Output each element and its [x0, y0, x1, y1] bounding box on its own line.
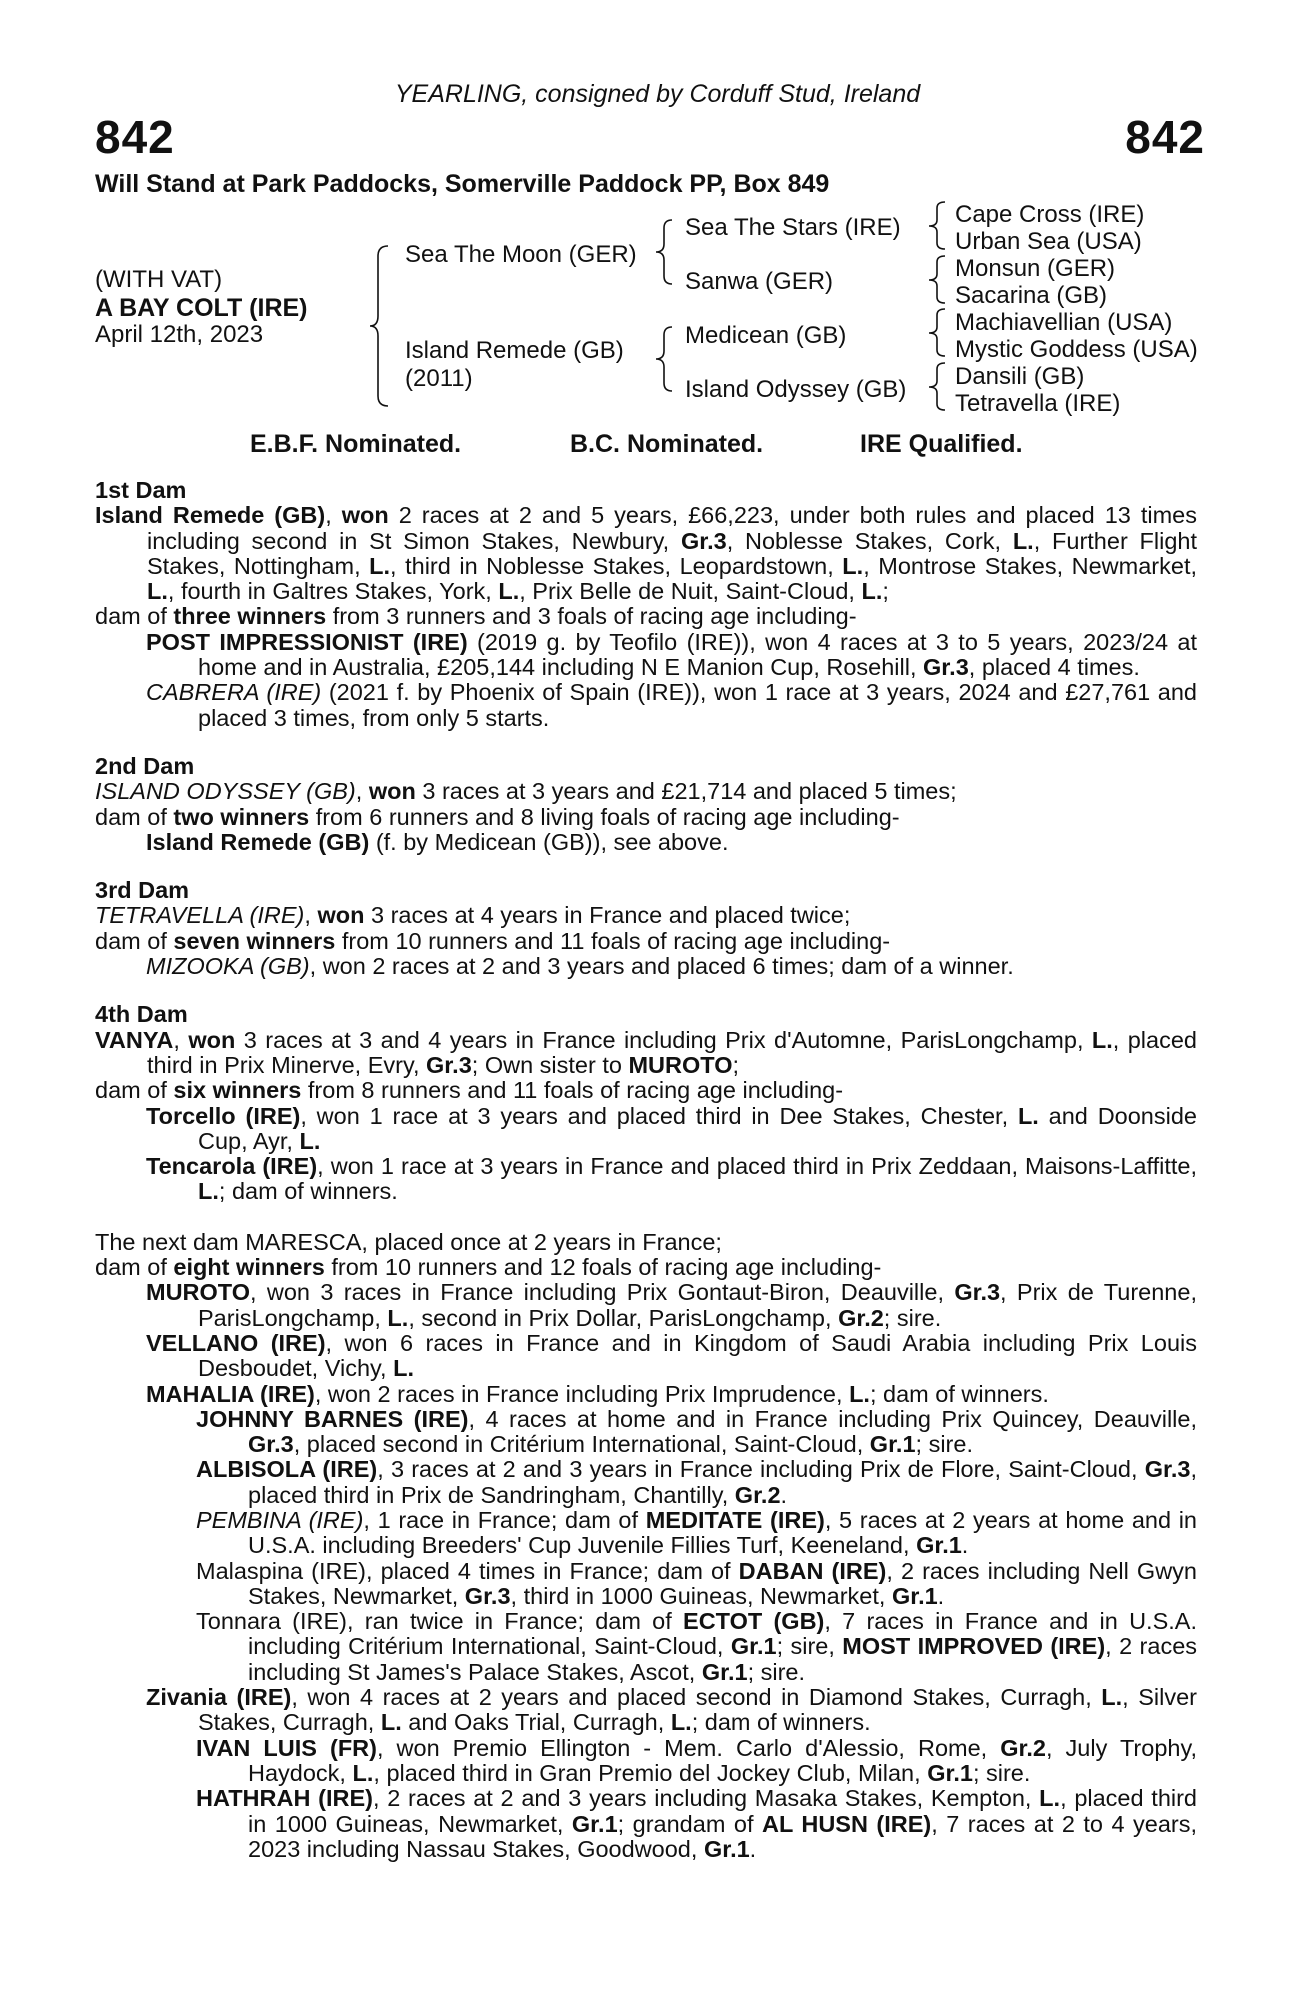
next-dam-produce-summary: dam of eight winners from 10 runners and 12 foals of racing age including- — [95, 1254, 882, 1281]
dam-dam: Island Odyssey (GB) — [685, 376, 907, 403]
lot-number-right: 842 — [1125, 111, 1205, 163]
dam-name: Island Remede (GB) — [405, 337, 624, 364]
bracket-sire — [656, 220, 672, 284]
next-dam-record: The next dam MARESCA, placed once at 2 years in France; — [95, 1228, 722, 1255]
ebf-nominated: E.B.F. Nominated. — [250, 430, 462, 458]
produce-entry: VELLANO (IRE), won 6 races in France and in Kingdom of Saudi Arabia including Prix Louis Desboudet, Vichy, L. — [146, 1329, 1197, 1382]
produce-entry: ALBISOLA (IRE), 3 races at 2 and 3 years in France including Prix de Flore, Saint-Cloud, Gr.3, placed third in Prix de Sandringham, Chantilly, Gr.2. — [196, 1456, 1197, 1508]
produce-entry: CABRERA (IRE) (2021 f. by Phoenix of Spain (IRE)), won 1 race at 3 years, 2024 and £27,761 and placed 3 times, from only 5 starts. — [146, 679, 1197, 731]
sire-dam: Sanwa (GER) — [685, 268, 834, 295]
lot-number-left: 842 — [95, 111, 175, 163]
catalogue-header: YEARLING, consigned by Corduff Stud, Ireland — [394, 80, 921, 108]
bc-nominated: B.C. Nominated. — [570, 430, 764, 458]
pedigree-sss: Cape Cross (IRE) — [955, 201, 1145, 228]
third-dam-record: TETRAVELLA (IRE), won 3 races at 4 years in France and placed twice; — [95, 902, 851, 929]
pedigree-ssd: Urban Sea (USA) — [955, 228, 1142, 255]
section-heading-2nd-dam: 2nd Dam — [95, 752, 195, 779]
bracket-ss — [929, 202, 945, 249]
dam-record: Island Remede (GB), won 2 races at 2 and 5 years, £66,223, under both rules and placed 13 times including second in St Simon Stakes, Newbury, Gr.3, Noblesse Stakes, Cork, L., Further Flight Stakes, Nottingham, L., third in Noblesse Stakes, Leopardstown, L., Montrose Stakes, Newmarket, L., fourth in Galtres Stakes, York, L., Prix Belle de Nuit, Saint-Cloud, L.; — [95, 502, 1198, 605]
bracket-sd — [929, 256, 945, 303]
dam-produce-summary: dam of three winners from 3 runners and 3 foals of racing age including- — [95, 603, 857, 630]
produce-entry: IVAN LUIS (FR), won Premio Ellington - Mem. Carlo d'Alessio, Rome, Gr.2, July Trophy, Haydock, L., placed third in Gran Premio del Jockey Club, Milan, Gr.1; sire. — [196, 1734, 1197, 1786]
pedigree-sdd: Sacarina (GB) — [955, 282, 1108, 309]
pedigree-dss: Machiavellian (USA) — [955, 309, 1173, 336]
third-dam-produce-summary: dam of seven winners from 10 runners and 11 foals of racing age including- — [95, 927, 891, 954]
pedigree-dds: Dansili (GB) — [955, 363, 1085, 390]
dam-year: (2011) — [405, 365, 473, 392]
catalogue-body — [95, 478, 1197, 1862]
section-heading-3rd-dam: 3rd Dam — [95, 877, 190, 904]
second-dam-produce-summary: dam of two winners from 6 runners and 8 living foals of racing age including- — [95, 803, 900, 830]
bracket-dd — [929, 363, 945, 410]
bracket-ds — [929, 309, 945, 356]
produce-entry: Island Remede (GB) (f. by Medicean (GB)), see above. — [146, 828, 729, 855]
vat-note: (WITH VAT) — [95, 266, 223, 293]
produce-entry: PEMBINA (IRE), 1 race in France; dam of MEDITATE (IRE), 5 races at 2 years at home and in U.S.A. including Breeders' Cup Juvenile Fillies Turf, Keeneland, Gr.1. — [196, 1506, 1197, 1559]
section-heading-1st-dam: 1st Dam — [95, 477, 187, 503]
pedigree-dsd: Mystic Goddess (USA) — [955, 336, 1198, 363]
sire-name: Sea The Moon (GER) — [405, 241, 637, 268]
produce-entry: Tonnara (IRE), ran twice in France; dam of ECTOT (GB), 7 races in France and in U.S.A. including Critérium International, Saint-Cloud, Gr.1; sire, MOST IMPROVED (IRE), 2 races including St James's Palace Stakes, Ascot, Gr.1; sire. — [196, 1608, 1198, 1685]
fourth-dam-record: VANYA, won 3 races at 3 and 4 years in France including Prix d'Automne, ParisLongchamp, L., placed third in Prix Minerve, Evry, Gr.3; Own sister to MUROTO; — [95, 1026, 1197, 1078]
section-heading-4th-dam: 4th Dam — [95, 1001, 188, 1028]
dam-sire: Medicean (GB) — [685, 322, 847, 349]
ire-qualified: IRE Qualified. — [860, 430, 1023, 458]
produce-entry: HATHRAH (IRE), 2 races at 2 and 3 years including Masaka Stakes, Kempton, L., placed third in 1000 Guineas, Newmarket, Gr.1; grandam of AL HUSN (IRE), 7 races at 2 to 4 years, 2023 including Nassau Stakes, Goodwood, Gr.1. — [196, 1785, 1198, 1862]
pedigree-ddd: Tetravella (IRE) — [955, 390, 1121, 417]
produce-entry: MIZOOKA (GB), won 2 races at 2 and 3 years and placed 6 times; dam of a winner. — [146, 953, 1014, 980]
pedigree-sds: Monsun (GER) — [955, 255, 1116, 282]
produce-entry: Malaspina (IRE), placed 4 times in France; dam of DABAN (IRE), 2 races including Nell Gwyn Stakes, Newmarket, Gr.3, third in 1000 Guineas, Newmarket, Gr.1. — [196, 1557, 1197, 1609]
produce-entry: POST IMPRESSIONIST (IRE) (2019 g. by Teofilo (IRE)), won 4 races at 3 to 5 years, 2023/24 at home and in Australia, £205,144 including N E Manion Cup, Rosehill, Gr.3, placed 4 times. — [146, 628, 1197, 681]
produce-entry: Tencarola (IRE), won 1 race at 3 years in France and placed third in Prix Zeddaan, Maisons-Laffitte, L.; dam of winners. — [146, 1153, 1198, 1205]
foaling-date: April 12th, 2023 — [95, 321, 264, 348]
produce-entry: Zivania (IRE), won 4 races at 2 years and placed second in Diamond Stakes, Curragh, L., Silver Stakes, Curragh, L. and Oaks Trial, Curragh, L.; dam of winners. — [146, 1684, 1197, 1736]
stand-location: Will Stand at Park Paddocks, Somerville Paddock PP, Box 849 — [95, 170, 830, 198]
sire-sire: Sea The Stars (IRE) — [685, 214, 901, 241]
horse-name: A BAY COLT (IRE) — [95, 294, 308, 322]
produce-entry: JOHNNY BARNES (IRE), 4 races at home and in France including Prix Quincey, Deauville, Gr.3, placed second in Critérium International, Saint-Cloud, Gr.1; sire. — [196, 1405, 1197, 1458]
produce-entry: MUROTO, won 3 races in France including Prix Gontaut-Biron, Deauville, Gr.3, Prix de Turenne, ParisLongchamp, L., second in Prix Dollar, ParisLongchamp, Gr.2; sire. — [146, 1279, 1197, 1331]
produce-entry: Torcello (IRE), won 1 race at 3 years and placed third in Dee Stakes, Chester, L. and Doonside Cup, Ayr, L. — [146, 1102, 1197, 1154]
produce-entry: MAHALIA (IRE), won 2 races in France including Prix Imprudence, L.; dam of winners. — [146, 1380, 1049, 1407]
bracket-dam — [656, 327, 672, 391]
second-dam-record: ISLAND ODYSSEY (GB), won 3 races at 3 years and £21,714 and placed 5 times; — [95, 778, 957, 805]
bracket-gen1 — [370, 246, 388, 406]
fourth-dam-produce-summary: dam of six winners from 8 runners and 11 foals of racing age including- — [95, 1077, 844, 1104]
